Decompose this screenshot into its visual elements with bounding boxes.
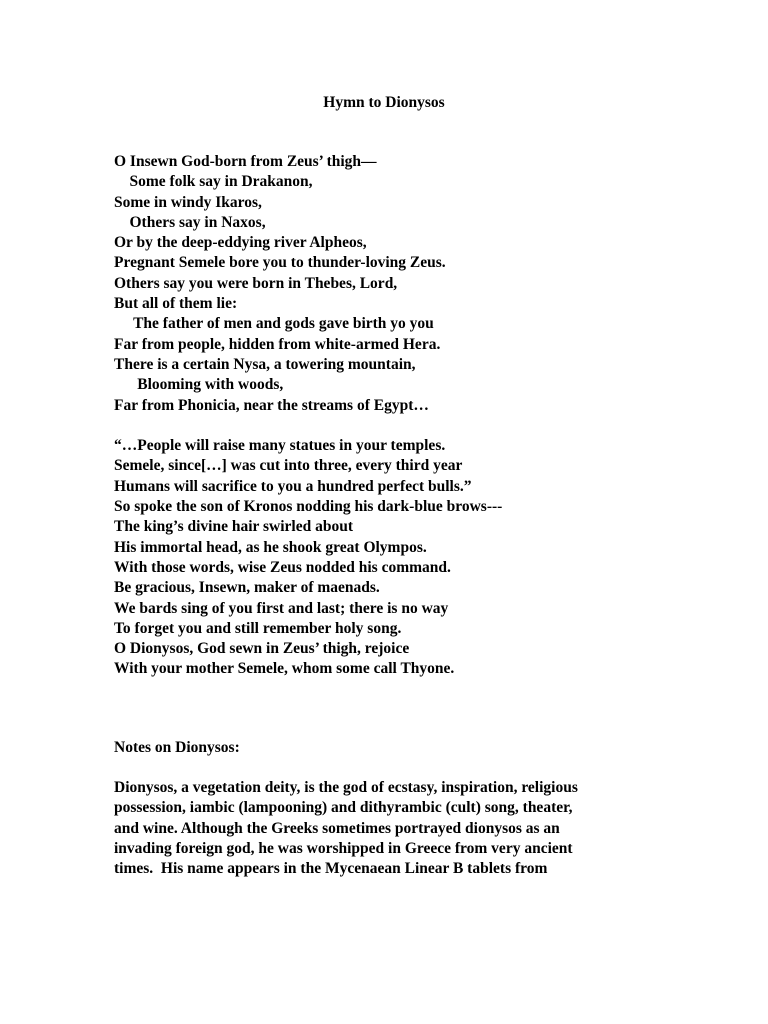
notes-paragraph [114, 778, 654, 879]
poem-line: “…People will raise many statues in your temples. [114, 437, 446, 455]
poem-line: Semele, since[…] was cut into three, every third year [114, 457, 463, 475]
notes-line: Dionysos, a vegetation deity, is the god of ecstasy, inspiration, religious [114, 779, 578, 796]
notes-line: possession, iambic (lampooning) and dithyrambic (cult) song, theater, [114, 799, 573, 817]
poem-line: Be gracious, Insewn, maker of maenads. [114, 579, 380, 597]
poem-line: We bards sing of you first and last; there is no way [114, 599, 449, 617]
notes-heading: Notes on Dionysos: [114, 739, 240, 756]
notes-line: invading foreign god, he was worshipped in Greece from very ancient [114, 839, 573, 857]
poem-line: Far from people, hidden from white-armed Hera. [114, 335, 441, 353]
poem-line: With your mother Semele, whom some call Thyone. [114, 660, 455, 678]
poem-stanza-1 [114, 152, 502, 416]
poem-line: The king’s divine hair swirled about [114, 518, 354, 536]
poem-line: Pregnant Semele bore you to thunder-loving Zeus. [114, 254, 446, 272]
poem-line: So spoke the son of Kronos nodding his dark-blue brows--- [114, 498, 503, 516]
poem-line: Others say you were born in Thebes, Lord, [114, 274, 398, 292]
notes-line: times. His name appears in the Mycenaean Linear B tablets from [114, 860, 548, 878]
document-title: Hymn to Dionysos [323, 94, 445, 111]
poem-line: The father of men and gods gave birth yo you [114, 315, 434, 333]
poem-line: Blooming with woods, [114, 376, 284, 394]
poem-line: But all of them lie: [114, 295, 238, 313]
notes-line: and wine. Although the Greeks sometimes portrayed dionysos as an [114, 819, 560, 837]
poem-line: O Insewn God-born from Zeus’ thigh— [114, 153, 377, 170]
poem-line: O Dionysos, God sewn in Zeus’ thigh, rejoice [114, 640, 410, 658]
poem-line: Some in windy Ikaros, [114, 193, 262, 211]
poem-line: Others say in Naxos, [114, 213, 266, 231]
poem [114, 152, 502, 680]
poem-line: Humans will sacrifice to you a hundred perfect bulls.” [114, 477, 472, 495]
poem-line: Far from Phonicia, near the streams of Egypt… [114, 396, 429, 414]
poem-stanza-2 [114, 436, 502, 680]
poem-line: There is a certain Nysa, a towering mountain, [114, 355, 416, 373]
poem-line: Or by the deep-eddying river Alpheos, [114, 234, 367, 252]
poem-line: To forget you and still remember holy song. [114, 619, 402, 637]
poem-line: Some folk say in Drakanon, [114, 173, 313, 191]
poem-line: His immortal head, as he shook great Olympos. [114, 538, 427, 556]
poem-line: With those words, wise Zeus nodded his command. [114, 558, 451, 576]
stanza-break [114, 416, 502, 436]
